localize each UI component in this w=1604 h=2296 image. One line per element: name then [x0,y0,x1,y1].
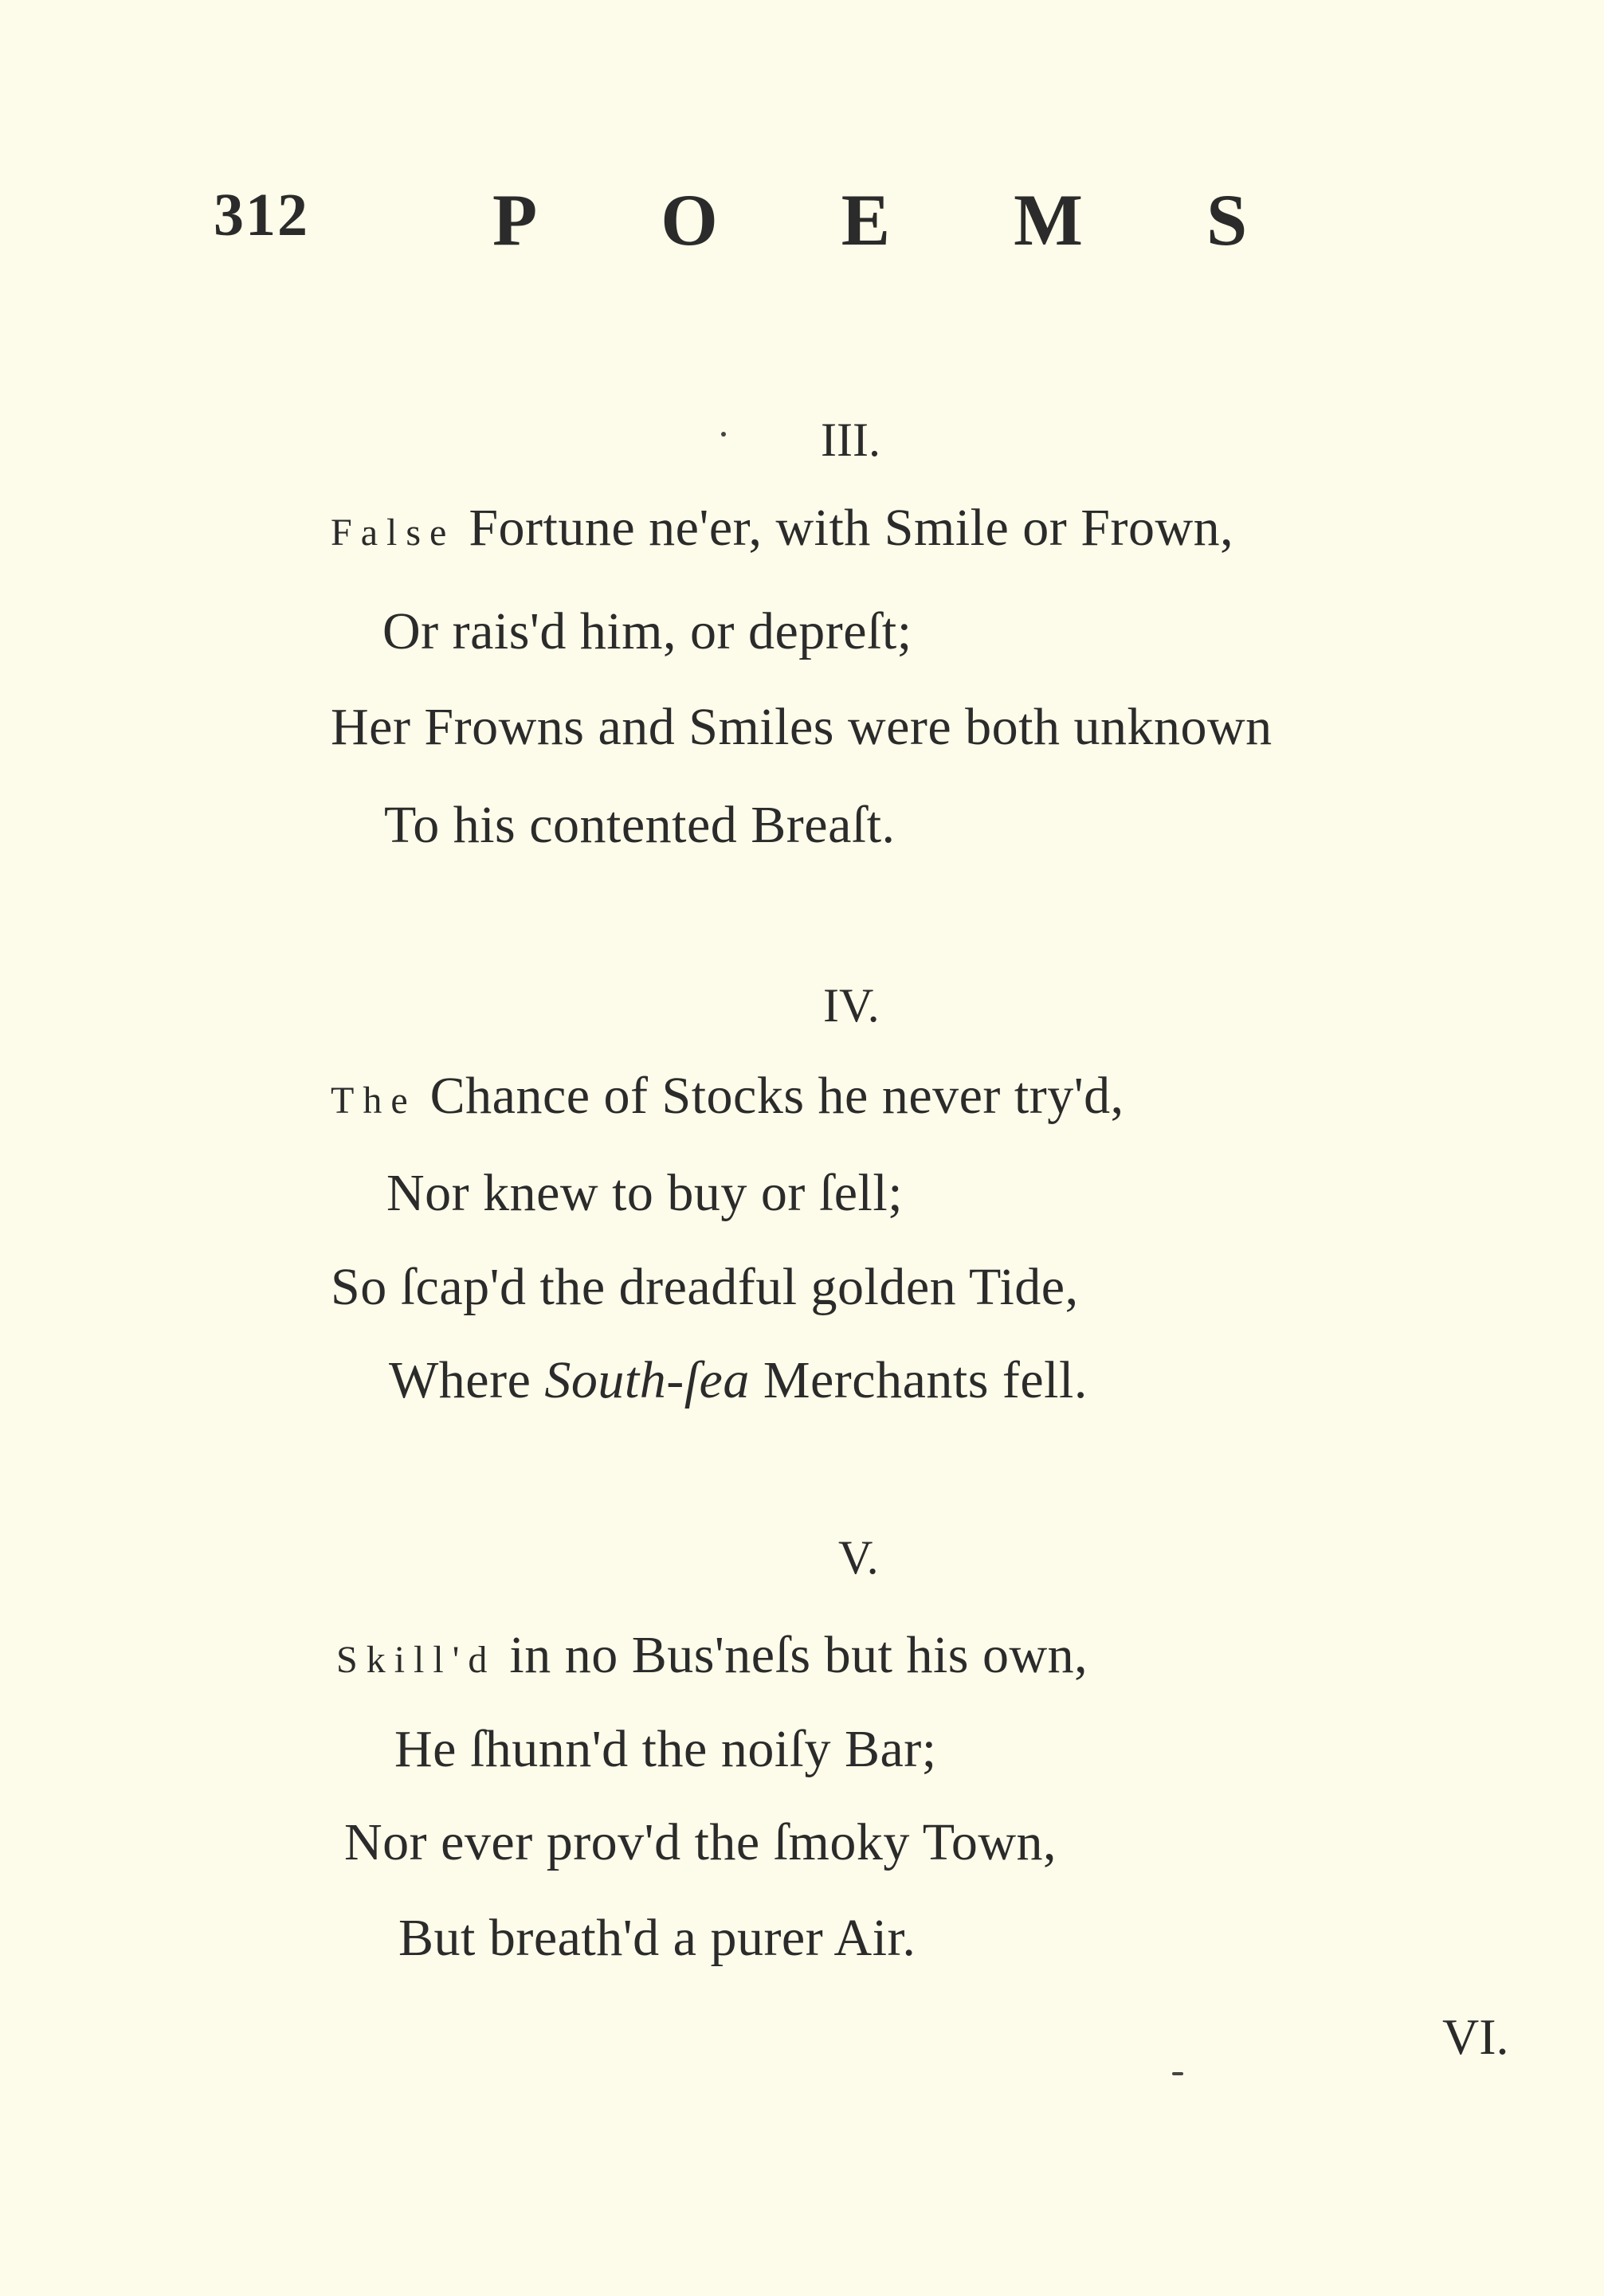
verse-line [331,1067,1124,1125]
verse-line [336,1626,1088,1684]
paper-speck [1172,2072,1183,2075]
verse-text: Merchants fell. [749,1351,1088,1409]
verse-line: To his contented Breaſt. [384,796,896,854]
page-number: 312 [214,182,309,249]
verse-line: Nor ever prov'd the ſmoky Town, [344,1813,1057,1871]
running-head: POEMS [492,179,1371,261]
verse-line [331,499,1234,557]
catchword: VI. [1442,2008,1509,2065]
verse-line: Or rais'd him, or depreſt; [382,602,912,660]
verse-line: But breath'd a purer Air. [398,1909,916,1967]
verse-text: Fortune ne'er, with Smile or Frown, [455,499,1234,557]
small-caps-word: False [331,511,456,554]
verse-line: Her Frowns and Smiles were both unknown [331,698,1273,756]
small-caps-word: The [331,1079,417,1122]
verse-text: Chance of Stocks he never try'd, [416,1067,1124,1125]
italic-word: South-ſea [544,1351,750,1409]
stanza-number: V. [838,1531,879,1584]
verse-line [389,1351,1088,1409]
verse-line: He ſhunn'd the noiſy Bar; [394,1720,937,1778]
verse-line: So ſcap'd the dreadful golden Tide, [331,1258,1079,1316]
small-caps-word: Skill'd [336,1639,496,1681]
verse-text: Where [389,1351,545,1409]
stanza-number: IV. [823,979,880,1032]
verse-line: Nor knew to buy or ſell; [386,1164,904,1222]
stanza-number: III. [821,413,880,466]
paper-speck [721,432,726,437]
verse-text: in no Bus'neſs but his own, [496,1626,1088,1684]
